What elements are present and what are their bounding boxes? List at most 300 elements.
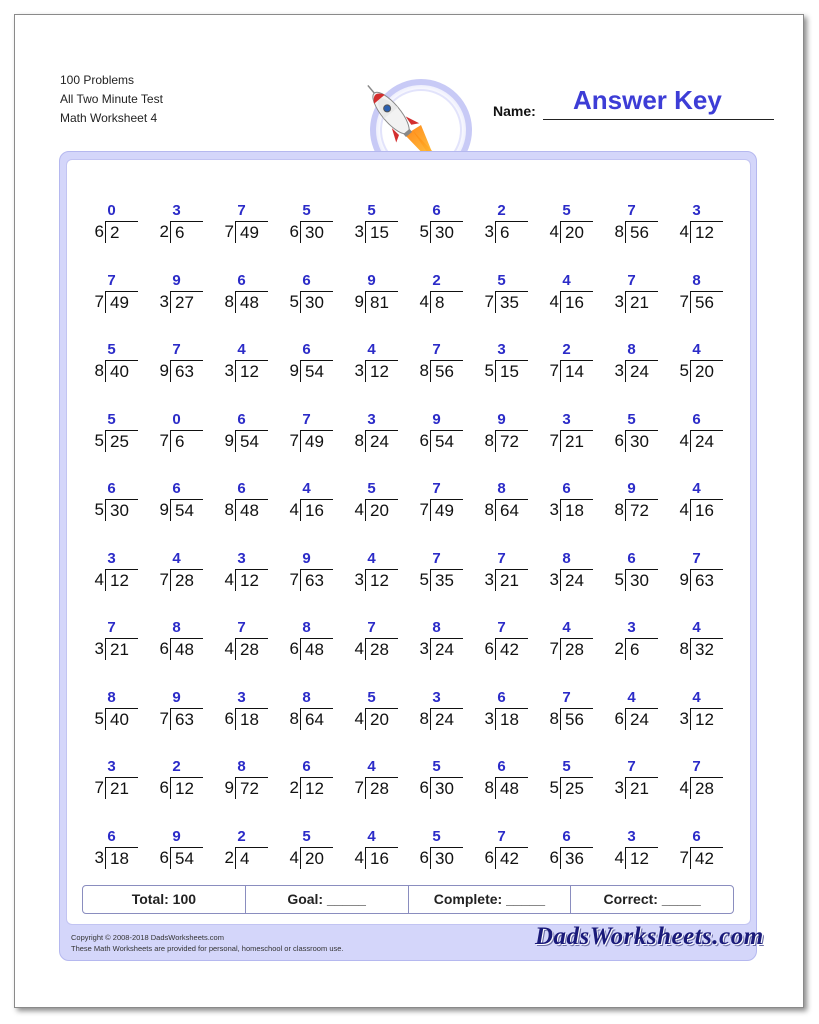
divisor: 9 [289,361,299,380]
answer-quotient: 8 [627,341,636,358]
division-problem [339,409,404,479]
division-problem [209,339,274,409]
dividend: 12 [105,569,138,591]
answer-quotient: 6 [237,271,246,289]
dividend: 15 [495,360,528,382]
dividend: 16 [300,499,333,521]
name-label: Name: [493,103,536,119]
answer-quotient: 8 [692,271,701,289]
divisor: 2 [159,222,169,241]
divisor: 7 [484,291,494,311]
division-problem [404,756,469,826]
division-problem [144,548,209,618]
answer-quotient: 5 [627,410,636,428]
division-problem [79,339,144,409]
answer-quotient: 2 [172,758,181,775]
division-problem [339,339,404,409]
answer-quotient: 5 [367,688,376,706]
answer-quotient: 8 [497,480,506,497]
divisor: 7 [159,569,169,589]
dividend: 35 [430,569,463,591]
total-cell: Total: 100 [83,886,246,913]
dividend: 72 [495,430,528,452]
answer-quotient: 8 [237,758,246,775]
divisor: 3 [484,222,494,241]
answer-quotient: 7 [237,619,246,636]
division-problem [274,617,339,687]
division-problem [209,687,274,757]
division-problem [469,409,534,479]
answer-quotient: 3 [692,202,701,219]
answer-quotient: 5 [302,827,311,845]
answer-quotient: 7 [432,341,441,358]
answer-quotient: 4 [237,341,246,358]
divisor: 7 [94,291,104,311]
answer-quotient: 9 [302,549,311,567]
answer-quotient: 6 [172,480,181,497]
dividend: 30 [300,291,333,313]
dividend: 20 [365,499,398,521]
copyright-notice [71,932,344,954]
answer-quotient: 9 [367,271,376,289]
divisor: 6 [224,708,234,728]
answer-quotient: 4 [692,480,701,497]
dividend: 42 [495,847,528,869]
division-problem [79,687,144,757]
division-problem [79,409,144,479]
dividend: 24 [365,430,398,452]
dividend: 30 [430,777,463,799]
division-problem [404,409,469,479]
dividend: 54 [170,499,203,521]
division-problem [599,548,664,618]
dividend: 48 [170,638,203,660]
dividend: 35 [495,291,528,313]
division-problem [599,617,664,687]
dividend: 16 [365,847,398,869]
answer-quotient: 4 [367,827,376,845]
divisor: 4 [94,569,104,589]
divisor: 3 [549,500,559,519]
divisor: 4 [549,291,559,311]
divisor: 7 [159,708,169,728]
divisor: 2 [289,778,299,797]
worksheet-info [60,71,163,128]
divisor: 5 [419,222,429,241]
dividend: 32 [690,638,723,660]
dividend: 63 [170,360,203,382]
divisor: 8 [419,361,429,380]
dividend: 40 [105,708,138,730]
dividend: 20 [690,360,723,382]
answer-quotient: 4 [367,549,376,567]
divisor: 5 [679,361,689,380]
goal-cell: Goal: _____ [246,886,409,913]
dividend: 48 [235,291,268,313]
answer-quotient: 7 [172,341,181,358]
division-problem [79,617,144,687]
divisor: 9 [224,430,234,450]
division-problem [469,270,534,340]
division-problem [534,617,599,687]
answer-quotient: 5 [107,410,116,428]
dividend: 63 [170,708,203,730]
answer-quotient: 6 [302,758,311,775]
answer-quotient: 6 [237,410,246,428]
divisor: 3 [354,222,364,241]
dividend: 30 [625,430,658,452]
division-problem [274,200,339,270]
answer-quotient: 2 [562,341,571,358]
divisor: 3 [679,708,689,728]
answer-quotient: 4 [367,341,376,358]
divisor: 8 [224,500,234,519]
divisor: 8 [289,708,299,728]
division-problem [339,200,404,270]
dividend: 12 [365,360,398,382]
division-problem [404,339,469,409]
divisor: 4 [549,222,559,241]
answer-quotient: 7 [497,827,506,845]
divisor: 6 [94,222,104,241]
dividend: 64 [300,708,333,730]
division-problem [209,409,274,479]
dividend: 6 [625,638,658,660]
answer-quotient: 6 [692,410,701,428]
division-problem [534,339,599,409]
answer-quotient: 8 [107,688,116,706]
divisor: 3 [224,361,234,380]
division-problem [469,478,534,548]
answer-quotient: 6 [107,480,116,497]
division-problem [339,617,404,687]
division-problem [209,548,274,618]
divisor: 5 [94,430,104,450]
divisor: 3 [614,778,624,797]
dividend: 21 [495,569,528,591]
usage-line: These Math Worksheets are provided for personal, homeschool or classroom use. [71,944,344,953]
answer-quotient: 7 [107,619,116,636]
worksheet-title: Math Worksheet 4 [60,111,158,125]
answer-quotient: 3 [627,619,636,636]
divisor: 7 [549,361,559,380]
divisor: 6 [549,847,559,867]
answer-quotient: 9 [432,410,441,428]
division-problem [404,270,469,340]
divisor: 6 [419,430,429,450]
dividend: 54 [430,430,463,452]
dividend: 48 [300,638,333,660]
divisor: 3 [549,569,559,589]
divisor: 9 [224,778,234,797]
answer-quotient: 7 [107,271,116,289]
answer-quotient: 6 [497,688,506,706]
divisor: 8 [484,500,494,519]
division-problem [144,339,209,409]
dividend: 25 [105,430,138,452]
divisor: 5 [289,291,299,311]
division-problem [599,756,664,826]
divisor: 4 [614,847,624,867]
division-problem [339,270,404,340]
divisor: 7 [679,291,689,311]
dividend: 20 [560,221,593,243]
answer-quotient: 4 [562,271,571,289]
division-problem [79,548,144,618]
dividend: 63 [300,569,333,591]
dividend: 56 [430,360,463,382]
dividend: 56 [690,291,723,313]
dividend: 63 [690,569,723,591]
answer-quotient: 2 [237,827,246,845]
answer-quotient: 5 [302,202,311,219]
dividend: 21 [105,777,138,799]
answer-quotient: 3 [562,410,571,428]
dividend: 18 [495,708,528,730]
division-problem [274,270,339,340]
test-type: All Two Minute Test [60,92,163,106]
dividend: 30 [625,569,658,591]
dividend: 42 [690,847,723,869]
dividend: 56 [560,708,593,730]
answer-quotient: 8 [302,688,311,706]
divisor: 3 [484,708,494,728]
division-problem [79,200,144,270]
division-problem [534,687,599,757]
complete-cell: Complete: _____ [409,886,572,913]
divisor: 8 [419,708,429,728]
division-problem [469,687,534,757]
dividend: 14 [560,360,593,382]
division-problem [534,548,599,618]
divisor: 6 [484,639,494,658]
division-problem [599,200,664,270]
score-table [82,885,734,914]
answer-quotient: 8 [302,619,311,636]
division-problem [469,548,534,618]
divisor: 6 [289,639,299,658]
dividend: 49 [300,430,333,452]
answer-quotient: 8 [432,619,441,636]
division-problem [599,270,664,340]
divisor: 4 [354,847,364,867]
division-problem [274,409,339,479]
dividend: 28 [235,638,268,660]
dividend: 12 [690,221,723,243]
answer-quotient: 0 [107,202,116,219]
division-problem [274,756,339,826]
answer-quotient: 3 [497,341,506,358]
answer-quotient: 6 [302,271,311,289]
division-problem [664,548,729,618]
dividend: 24 [625,360,658,382]
divisor: 7 [679,847,689,867]
worksheet-page [14,14,804,1008]
answer-quotient: 5 [497,271,506,289]
divisor: 7 [354,778,364,797]
answer-quotient: 4 [302,480,311,497]
divisor: 6 [159,778,169,797]
divisor: 4 [679,222,689,241]
division-problem [534,200,599,270]
dividend: 6 [170,430,203,452]
divisor: 4 [289,500,299,519]
answer-quotient: 5 [562,758,571,775]
division-problem [79,270,144,340]
division-problem [144,270,209,340]
dividend: 54 [235,430,268,452]
dadsworksheets-logo: DadsWorksheets.com [535,923,764,950]
dividend: 12 [625,847,658,869]
divisor: 3 [94,639,104,658]
answer-quotient: 5 [562,202,571,219]
answer-quotient: 7 [692,758,701,775]
divisor: 3 [354,361,364,380]
divisor: 7 [94,778,104,797]
division-problem [599,339,664,409]
divisor: 8 [484,778,494,797]
divisor: 9 [679,569,689,589]
answer-quotient: 2 [497,202,506,219]
answer-quotient: 5 [107,341,116,358]
answer-quotient: 6 [692,827,701,845]
dividend: 24 [690,430,723,452]
dividend: 4 [235,847,268,869]
division-problem [144,478,209,548]
divisor: 6 [614,430,624,450]
dividend: 18 [105,847,138,869]
division-problem [144,617,209,687]
divisor: 6 [159,639,169,658]
divisor: 9 [159,500,169,519]
dividend: 16 [560,291,593,313]
division-problem [144,200,209,270]
answer-quotient: 3 [237,549,246,567]
divisor: 4 [679,430,689,450]
division-problem [209,617,274,687]
division-problem [664,756,729,826]
divisor: 3 [94,847,104,867]
division-problem [599,478,664,548]
division-problem [144,409,209,479]
divisor: 5 [94,708,104,728]
division-problem [274,339,339,409]
division-problem [404,687,469,757]
dividend: 12 [170,777,203,799]
dividend: 6 [170,221,203,243]
division-problem [209,270,274,340]
dividend: 30 [105,499,138,521]
divisor: 8 [94,361,104,380]
divisor: 6 [484,847,494,867]
dividend: 6 [495,221,528,243]
divisor: 7 [419,500,429,519]
answer-quotient: 7 [302,410,311,428]
division-problem [599,409,664,479]
answer-quotient: 8 [172,619,181,636]
division-problem [79,478,144,548]
divisor: 4 [679,778,689,797]
answer-quotient: 5 [367,202,376,219]
dividend: 21 [625,777,658,799]
divisor: 3 [159,291,169,311]
divisor: 5 [614,569,624,589]
answer-quotient: 4 [562,619,571,636]
division-problem [469,200,534,270]
answer-quotient: 6 [107,827,116,845]
dividend: 30 [430,847,463,869]
answer-quotient: 6 [237,480,246,497]
answer-quotient: 9 [172,271,181,289]
divisor: 5 [549,778,559,797]
dividend: 25 [560,777,593,799]
division-problem [664,409,729,479]
dividend: 49 [430,499,463,521]
division-problem [79,756,144,826]
divisor: 3 [354,569,364,589]
answer-quotient: 6 [432,202,441,219]
division-problem [534,756,599,826]
divisor: 8 [354,430,364,450]
division-problem [664,270,729,340]
divisor: 4 [679,500,689,519]
copyright-line: Copyright © 2008-2018 DadsWorksheets.com [71,933,224,942]
answer-quotient: 3 [107,549,116,567]
divisor: 4 [224,639,234,658]
dividend: 21 [105,638,138,660]
dividend: 18 [560,499,593,521]
divisor: 4 [289,847,299,867]
division-problem [664,687,729,757]
divisor: 4 [419,291,429,311]
dividend: 12 [365,569,398,591]
answer-key-label: Answer Key [573,85,722,115]
answer-quotient: 7 [497,549,506,567]
division-problem [469,756,534,826]
division-problem [209,478,274,548]
dividend: 42 [495,638,528,660]
dividend: 28 [365,777,398,799]
answer-quotient: 3 [237,688,246,706]
division-problem [534,409,599,479]
division-problem [404,200,469,270]
divisor: 7 [549,430,559,450]
dividend: 72 [625,499,658,521]
answer-quotient: 0 [172,410,181,428]
answer-quotient: 9 [497,410,506,428]
divisor: 8 [224,291,234,311]
division-problem [599,687,664,757]
dividend: 48 [495,777,528,799]
name-line [543,119,774,120]
dividend: 16 [690,499,723,521]
dividend: 20 [300,847,333,869]
answer-quotient: 9 [172,827,181,845]
division-problem [339,756,404,826]
dividend: 28 [365,638,398,660]
answer-quotient: 5 [367,480,376,497]
divisor: 7 [549,639,559,658]
answer-quotient: 9 [627,480,636,497]
answer-quotient: 7 [367,619,376,636]
divisor: 5 [94,500,104,519]
dividend: 24 [430,638,463,660]
answer-quotient: 3 [172,202,181,219]
answer-quotient: 3 [107,758,116,775]
divisor: 4 [354,639,364,658]
answer-quotient: 6 [562,480,571,497]
divisor: 8 [614,500,624,519]
